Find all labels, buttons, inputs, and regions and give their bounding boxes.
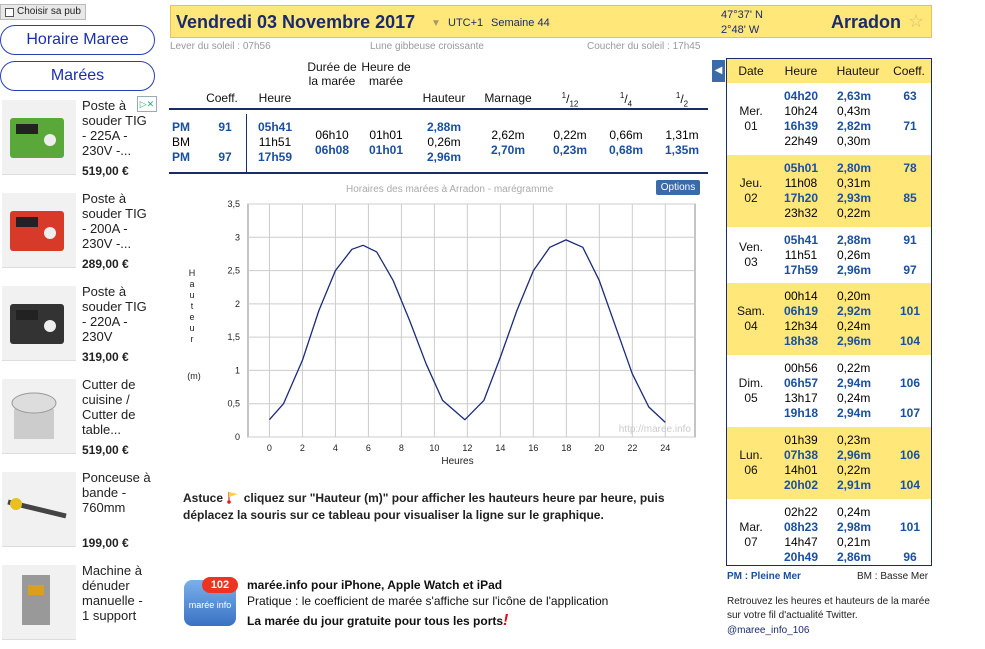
day-row[interactable] (727, 355, 931, 427)
y-tick-label: 2 (234, 298, 240, 309)
y-tick-label: 3,5 (227, 199, 240, 209)
legend-bm: BM : Basse Mer (857, 571, 929, 582)
exclamation: ! (503, 612, 509, 629)
product-image[interactable] (2, 193, 76, 268)
y-axis-label-char: H (188, 268, 196, 278)
week-tide-time: 02h22 (784, 505, 818, 519)
x-tick-label: 10 (429, 443, 440, 453)
week-tide-coeff: 71 (903, 119, 917, 133)
week-tide-time: 04h20 (783, 89, 819, 103)
date-header-bar (170, 5, 932, 38)
choose-ad-label: Choisir sa pub (17, 6, 81, 17)
ad-item[interactable] (0, 189, 160, 277)
week-tide-coeff: 106 (899, 376, 921, 390)
tide-coeff: 91 (218, 120, 232, 134)
day-label: Lun. 06 (739, 448, 763, 477)
week-tide-time: 17h20 (783, 191, 819, 205)
tide-table (172, 56, 708, 176)
tide-height: 2,88m (426, 120, 462, 134)
day-row[interactable] (727, 83, 931, 155)
horaire-maree-label: Horaire Maree (26, 31, 129, 48)
week-tide-height: 0,20m (837, 289, 871, 303)
week-tide-time: 20h02 (783, 478, 819, 492)
tip-text-2: déplacez la souris sur ce tableau pour visualiser la ligne sur le graphique. (183, 508, 604, 522)
week-tide-height: 0,26m (837, 247, 871, 262)
week-tide-height: 2,80m (837, 161, 872, 175)
y-tick-label: 2,5 (227, 265, 240, 276)
graph-title: Horaires des marées à Arradon - marégramme (346, 184, 554, 195)
product-thumbnail-icon (2, 565, 72, 635)
week-tide-height: 2,98m (837, 520, 872, 534)
ad-item[interactable] (0, 375, 160, 463)
x-tick-label: 16 (528, 443, 539, 453)
table-divider (246, 114, 247, 172)
tide-durations: 06h08 (314, 143, 350, 157)
tide-time: 17h59 (257, 150, 293, 164)
ad-title[interactable]: Poste à souder TIG - 200A - 230V -... (82, 191, 147, 251)
tide-durations: 06h10 (315, 128, 349, 142)
y-tick-label: 0 (234, 432, 240, 442)
col-heure-maree: Heure de marée (361, 60, 411, 88)
week-col-hauteur: Hauteur (836, 64, 880, 78)
latitude-label: 47°37' N (721, 9, 763, 21)
week-tide-time: 08h23 (783, 520, 819, 534)
week-tide-time: 18h38 (783, 334, 819, 348)
ad-title[interactable]: Cutter de cuisine / Cutter de table... (82, 377, 136, 437)
tide-height: 2,96m (426, 150, 462, 164)
col-hauteur[interactable]: Hauteur (422, 91, 466, 105)
week-tide-time: 23h32 (784, 206, 818, 220)
city-name: Arradon (831, 12, 902, 32)
ad-item[interactable] (0, 96, 160, 184)
col-frac-1-12: $^1/_{12}$ (561, 91, 579, 109)
ad-title[interactable]: Poste à souder TIG - 220A - 230V (82, 284, 147, 344)
week-tide-time: 05h41 (783, 232, 819, 247)
week-tide-time: 00h14 (784, 289, 818, 303)
tide-f14: 0,66m (609, 128, 643, 142)
twitter-promo-text: Retrouvez les heures et hauteurs de la marée sur votre fil d'actualité Twitter. (727, 596, 930, 621)
ad-title[interactable]: Ponceuse à bande - 760mm (82, 470, 151, 515)
collapse-left-icon[interactable]: ◀ (712, 60, 725, 82)
x-axis-label: Heures (441, 456, 474, 467)
week-tide-time: 17h59 (783, 262, 819, 277)
ad-title[interactable]: Poste à souder TIG - 225A - 230V -... (82, 98, 147, 158)
day-row[interactable] (727, 427, 931, 499)
x-tick-label: 18 (561, 443, 572, 453)
tide-marnage: 2,70m (490, 143, 526, 157)
week-tide-coeff: 104 (899, 334, 921, 348)
tide-time: 11h51 (258, 135, 292, 149)
y-tick-label: 1,5 (227, 332, 240, 343)
product-image[interactable] (2, 100, 76, 175)
x-tick-label: 4 (332, 443, 338, 453)
x-tick-label: 0 (266, 443, 272, 453)
y-tick-label: 1 (234, 365, 240, 376)
product-thumbnail-icon (2, 193, 72, 263)
choose-ad-button[interactable] (0, 4, 86, 20)
promo-text: Pratique : le coefficient de marée s'affiche sur l'icône de l'application (247, 594, 609, 608)
horaire-maree-button[interactable] (0, 25, 155, 55)
week-tide-time: 07h38 (783, 448, 819, 462)
page-title-date: Vendredi 03 Novembre 2017 (176, 12, 416, 32)
x-tick-label: 24 (660, 443, 671, 453)
week-tide-time: 13h17 (784, 391, 818, 405)
week-tide-coeff: 101 (899, 520, 921, 534)
week-col-heure: Heure (784, 64, 818, 78)
y-axis-label-char: t (190, 301, 194, 311)
week-tide-time: 11h51 (784, 247, 818, 262)
week-tide-coeff: 106 (899, 448, 921, 462)
y-axis-label-char: e (189, 312, 195, 322)
week-tide-time: 06h19 (783, 304, 819, 318)
week-label: Semaine 44 (491, 17, 550, 29)
product-thumbnail-icon (2, 100, 72, 170)
day-label: Dim. 05 (738, 376, 764, 405)
week-tide-coeff: 63 (903, 89, 917, 103)
y-tick-label: 3 (234, 232, 240, 243)
ad-item[interactable] (0, 561, 160, 649)
week-tide-time: 05h01 (783, 161, 819, 175)
longitude-label: 2°48' W (721, 24, 760, 36)
x-tick-label: 14 (495, 443, 506, 453)
tip-box (183, 490, 713, 524)
week-tide-time: 01h39 (784, 433, 818, 447)
tide-f12b: 1,31m (665, 128, 699, 142)
week-tide-height: 0,24m (837, 319, 871, 333)
col-frac-1-2: $^1/_2$ (675, 91, 689, 109)
tide-marnage: 2,62m (491, 128, 525, 142)
promo-title-link[interactable]: marée.info pour iPhone, Apple Watch et iPad (247, 578, 503, 592)
week-tide-height: 0,30m (837, 134, 871, 148)
product-thumbnail-icon (2, 379, 72, 449)
col-coeff: Coeff. (206, 91, 238, 105)
x-tick-label: 8 (398, 443, 404, 453)
week-tide-time: 22h49 (784, 134, 818, 148)
col-duree: Durée de la marée (307, 60, 357, 88)
tide-coeff: 97 (218, 150, 232, 164)
week-tide-height: 2,93m (837, 191, 872, 205)
tide-type: PM (172, 120, 190, 134)
x-tick-label: 20 (594, 443, 605, 453)
col-marnage: Marnage (484, 91, 532, 105)
week-tide-coeff: 96 (903, 550, 917, 564)
day-row[interactable] (727, 227, 931, 283)
tide-height: 0,26m (427, 135, 461, 149)
week-tide-height: 2,88m (837, 232, 872, 247)
checkbox-icon (5, 8, 14, 17)
week-tide-height: 0,22m (837, 206, 871, 220)
week-tide-height: 2,63m (837, 89, 872, 103)
week-tide-panel (726, 58, 932, 566)
x-tick-label: 6 (365, 443, 371, 453)
ad-price: 519,00 € (82, 443, 129, 457)
week-tide-time: 20h49 (783, 550, 819, 564)
day-label: Mar. 07 (739, 520, 763, 549)
week-tide-coeff: 107 (899, 406, 921, 420)
product-image[interactable] (2, 379, 76, 454)
tide-type: PM (172, 150, 190, 164)
legend-pm: PM : Pleine Mer (727, 571, 801, 582)
ad-title[interactable]: Machine à dénuder manuelle - 1 support (82, 563, 143, 623)
x-tick-label: 2 (299, 443, 305, 453)
product-image[interactable] (2, 472, 76, 547)
week-tide-height: 2,86m (837, 550, 872, 564)
day-label: Ven. 03 (738, 240, 764, 269)
week-tide-height: 0,21m (837, 535, 871, 549)
ad-price: 519,00 € (82, 164, 129, 178)
ad-item[interactable] (0, 468, 160, 556)
ad-price: 199,00 € (82, 536, 129, 550)
week-tide-coeff: 85 (903, 191, 917, 205)
week-tide-height: 0,22m (837, 361, 871, 375)
tide-f12: 0,23m (552, 143, 588, 157)
tip-text-1: cliquez sur "Hauteur (m)" pour afficher les hauteurs heure par heure, puis (243, 491, 665, 505)
tide-chart (180, 196, 710, 474)
tide-f14: 0,68m (608, 143, 644, 157)
week-tide-time: 12h34 (784, 319, 818, 333)
tide-tide-hours: 01h01 (368, 143, 404, 157)
day-label: Sam. 04 (736, 304, 765, 333)
week-tide-coeff: 78 (903, 161, 917, 175)
product-image[interactable] (2, 286, 76, 361)
product-thumbnail-icon (2, 286, 72, 356)
flag-icon (226, 490, 240, 504)
y-axis-unit: (m) (187, 371, 201, 381)
x-tick-label: 12 (462, 443, 473, 453)
tide-f12: 0,22m (553, 128, 587, 142)
week-tide-time: 14h01 (784, 463, 818, 477)
moon-phase-label: Lune gibbeuse croissante (370, 41, 484, 52)
favorite-star-icon[interactable]: ☆ (908, 11, 925, 31)
watermark: http://maree.info (618, 424, 691, 435)
week-tide-coeff: 101 (899, 304, 921, 318)
week-tide-height: 0,31m (837, 176, 871, 190)
week-tide-height: 0,22m (837, 463, 871, 477)
week-tide-height: 0,23m (837, 433, 871, 447)
table-bottom-rule (169, 172, 708, 174)
week-tide-time: 16h39 (783, 119, 819, 133)
ad-price: 289,00 € (82, 257, 129, 271)
y-axis-label-char: a (189, 279, 195, 289)
col-heure: Heure (258, 91, 292, 105)
week-tide-height: 2,94m (837, 406, 872, 420)
ad-item[interactable] (0, 282, 160, 370)
ad-price: 319,00 € (82, 350, 129, 364)
graph-options-button[interactable]: Options (656, 180, 700, 195)
day-row[interactable] (727, 499, 931, 571)
week-tide-height: 2,96m (837, 334, 872, 348)
week-tide-height: 2,91m (837, 478, 872, 492)
week-tide-time: 00h56 (784, 361, 818, 375)
week-col-date: Date (738, 64, 764, 78)
marees-label: Marées (50, 67, 105, 84)
week-tide-height: 0,24m (837, 505, 871, 519)
day-label: Mer. 01 (739, 104, 763, 133)
app-icon-text: marée info (188, 600, 232, 610)
day-row[interactable] (727, 155, 931, 227)
x-tick-label: 22 (627, 443, 638, 453)
week-col-coeff: Coeff. (893, 64, 925, 78)
product-image[interactable] (2, 565, 76, 640)
tide-f12b: 1,35m (664, 143, 700, 157)
week-tide-height: 2,92m (837, 304, 872, 318)
y-axis-label-char: r (190, 334, 194, 344)
week-tide-height: 0,43m (837, 104, 871, 118)
y-axis-label-char: u (189, 290, 195, 300)
promo-free-text: La marée du jour gratuite pour tous les ports! (247, 612, 509, 629)
week-tide-height: 2,82m (837, 119, 872, 133)
sunset-label: Coucher du soleil : 17h45 (587, 41, 701, 52)
tip-label: Astuce (183, 491, 224, 505)
table-top-rule (169, 108, 708, 110)
week-table-header (727, 59, 931, 83)
tide-type: BM (172, 135, 190, 149)
week-tide-time: 11h08 (784, 176, 818, 190)
tide-time: 05h41 (257, 120, 293, 134)
app-badge: 102 (202, 577, 238, 593)
week-tide-height: 2,96m (837, 262, 872, 277)
week-tide-height: 2,94m (837, 376, 872, 390)
twitter-handle-link[interactable]: @maree_info_106 (727, 625, 810, 636)
week-tide-time: 14h47 (784, 535, 818, 549)
sunrise-label: Lever du soleil : 07h56 (170, 41, 271, 52)
week-tide-height: 0,24m (837, 391, 871, 405)
week-tide-coeff: 104 (899, 478, 921, 492)
week-tide-time: 06h57 (783, 376, 819, 390)
day-label: Jeu. 02 (739, 176, 763, 205)
week-tide-time: 10h24 (784, 104, 818, 118)
week-tide-coeff: 97 (903, 262, 917, 277)
product-thumbnail-icon (2, 472, 72, 542)
adchoices-icon[interactable]: ▷✕ (137, 96, 157, 112)
week-tide-height: 2,96m (837, 448, 872, 462)
week-tide-time: 19h18 (783, 406, 819, 420)
week-tide-coeff: 91 (903, 232, 917, 247)
y-axis-label-char: u (189, 323, 195, 333)
day-row[interactable] (727, 283, 931, 355)
marees-button[interactable] (0, 61, 155, 91)
date-dropdown-icon[interactable]: ▼ (431, 18, 441, 29)
y-tick-label: 0,5 (227, 398, 240, 409)
tide-tide-hours: 01h01 (369, 128, 403, 142)
col-frac-1-4: $^1/_4$ (619, 91, 633, 109)
timezone-label: UTC+1 (448, 17, 484, 29)
